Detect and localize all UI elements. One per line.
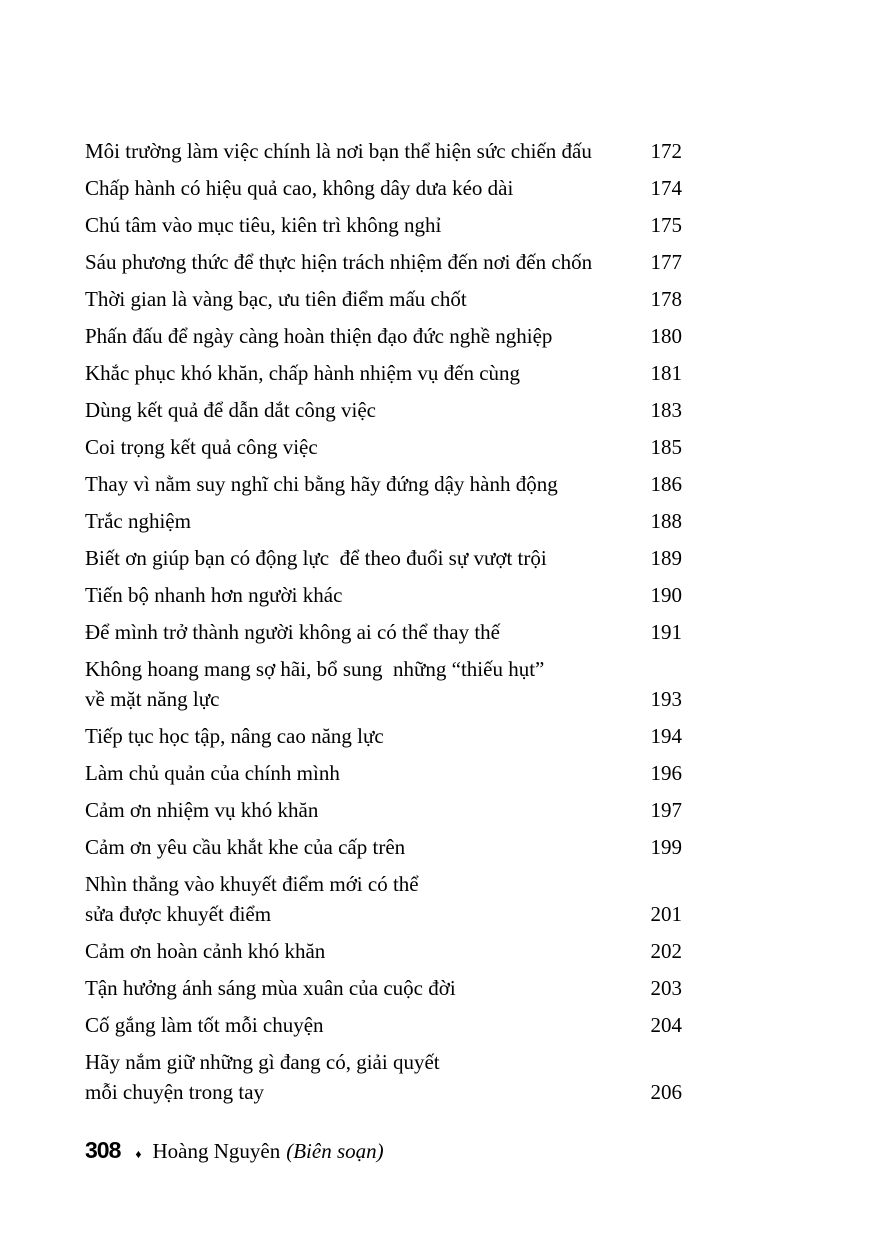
- toc-entry-title: [85, 136, 592, 166]
- toc-entry-title: [85, 358, 520, 388]
- toc-title-line: Tiến bộ nhanh hơn người khác: [85, 583, 343, 607]
- toc-entry-page: 180: [650, 324, 682, 348]
- toc-title-line: Làm chủ quản của chính mình: [85, 761, 340, 785]
- toc-title-line: Coi trọng kết quả công việc: [85, 435, 318, 459]
- toc-entry-page: 177: [650, 250, 682, 274]
- toc-entry-title: [85, 580, 342, 610]
- toc-entry-title: [85, 654, 544, 714]
- toc-title-line: Cảm ơn hoàn cảnh khó khăn: [85, 939, 326, 963]
- footer-author-role: (Biên soạn): [286, 1139, 384, 1163]
- toc-entry: [85, 832, 682, 862]
- toc-entry: [85, 506, 682, 536]
- toc-title-line: Nhìn thẳng vào khuyết điểm mới có thể: [85, 872, 419, 896]
- toc-entry-title: [85, 469, 558, 499]
- toc-title-line: về mặt năng lực: [85, 687, 220, 711]
- footer-author-name: Hoàng Nguyên: [152, 1139, 281, 1163]
- toc-entry-title: [85, 321, 552, 351]
- toc-entry-title: [85, 1010, 324, 1040]
- toc-entry-page: 175: [650, 213, 682, 237]
- toc-entry: [85, 284, 682, 314]
- toc-entry-title: [85, 506, 191, 536]
- toc-entry-title: [85, 721, 384, 751]
- footer-page-number: 308: [85, 1137, 121, 1163]
- toc-entry-title: [85, 247, 592, 277]
- toc-entry-page: 181: [650, 361, 682, 385]
- toc-entry: [85, 432, 682, 462]
- toc-entry: [85, 173, 682, 203]
- toc-entry-title: [85, 1047, 440, 1107]
- toc-entry-title: [85, 936, 325, 966]
- toc-entry-page: 196: [650, 761, 682, 785]
- toc-title-line: Cố gắng làm tốt mỗi chuyện: [85, 1013, 324, 1037]
- toc-entry: [85, 358, 682, 388]
- toc-entry: [85, 721, 682, 751]
- toc-entry-page: 186: [650, 472, 682, 496]
- toc-entry: [85, 758, 682, 788]
- toc-entry: [85, 580, 682, 610]
- toc-entry-page: 194: [650, 724, 682, 748]
- toc-entry: [85, 1047, 682, 1107]
- toc-entry-title: [85, 395, 376, 425]
- toc-title-line: Để mình trở thành người không ai có thể thay thế: [85, 620, 501, 644]
- toc-entry-title: [85, 617, 500, 647]
- toc-entry: [85, 247, 682, 277]
- toc-entry-page: 190: [650, 583, 682, 607]
- toc-entry-page: 189: [650, 546, 682, 570]
- toc-entry-page: 197: [650, 798, 682, 822]
- toc-title-line: Chấp hành có hiệu quả cao, không dây dưa kéo dài: [85, 176, 514, 200]
- toc-entry-page: 201: [650, 902, 682, 926]
- toc-list: [85, 136, 682, 1107]
- toc-entry: [85, 617, 682, 647]
- toc-title-line: mỗi chuyện trong tay: [85, 1080, 265, 1104]
- diamond-icon: ♦: [135, 1147, 142, 1161]
- toc-title-line: Chú tâm vào mục tiêu, kiên trì không nghỉ: [85, 213, 442, 237]
- toc-entry-page: 172: [650, 139, 682, 163]
- toc-entry-page: 183: [650, 398, 682, 422]
- toc-entry: [85, 321, 682, 351]
- toc-title-line: sửa được khuyết điểm: [85, 902, 272, 926]
- toc-entry: [85, 136, 682, 166]
- toc-title-line: Cảm ơn yêu cầu khắt khe của cấp trên: [85, 835, 406, 859]
- toc-entry-page: 203: [650, 976, 682, 1000]
- toc-entry: [85, 210, 682, 240]
- toc-entry-page: 191: [650, 620, 682, 644]
- toc-entry-title: [85, 758, 340, 788]
- toc-entry-page: 188: [650, 509, 682, 533]
- toc-entry-page: 202: [650, 939, 682, 963]
- toc-entry-page: 206: [650, 1080, 682, 1104]
- toc-entry: [85, 543, 682, 573]
- toc-title-line: Cảm ơn nhiệm vụ khó khăn: [85, 798, 319, 822]
- toc-entry-title: [85, 832, 405, 862]
- toc-entry-title: [85, 284, 467, 314]
- toc-entry: [85, 973, 682, 1003]
- toc-entry-page: 199: [650, 835, 682, 859]
- toc-entry-title: [85, 543, 547, 573]
- toc-entry: [85, 1010, 682, 1040]
- toc-entry-page: 174: [650, 176, 682, 200]
- toc-entry-title: [85, 432, 318, 462]
- toc-title-line: Sáu phương thức để thực hiện trách nhiệm đến nơi đến chốn: [85, 250, 593, 274]
- toc-entry-title: [85, 210, 441, 240]
- toc-entry-title: [85, 795, 318, 825]
- toc-title-line: Trắc nghiệm: [85, 509, 191, 533]
- toc-title-line: Thời gian là vàng bạc, ưu tiên điểm mấu chốt: [85, 287, 467, 311]
- toc-entry-title: [85, 869, 419, 929]
- toc-entry: [85, 869, 682, 929]
- toc-title-line: Dùng kết quả để dẫn dắt công việc: [85, 398, 376, 422]
- toc-entry: [85, 795, 682, 825]
- toc-title-line: Tận hưởng ánh sáng mùa xuân của cuộc đời: [85, 976, 456, 1000]
- toc-entry-page: 204: [650, 1013, 682, 1037]
- toc-entry: [85, 395, 682, 425]
- toc-entry-title: [85, 173, 513, 203]
- toc-title-line: Hãy nắm giữ những gì đang có, giải quyết: [85, 1050, 440, 1074]
- toc-title-line: Thay vì nằm suy nghĩ chi bằng hãy đứng dậy hành động: [85, 472, 558, 496]
- toc-title-line: Tiếp tục học tập, nâng cao năng lực: [85, 724, 384, 748]
- toc-entry: [85, 654, 682, 714]
- toc-entry: [85, 469, 682, 499]
- toc-title-line: Khắc phục khó khăn, chấp hành nhiệm vụ đến cùng: [85, 361, 521, 385]
- toc-entry-page: 193: [650, 687, 682, 711]
- toc-title-line: Phấn đấu để ngày càng hoàn thiện đạo đức nghề nghiệp: [85, 324, 553, 348]
- toc-title-line: Không hoang mang sợ hãi, bổ sung những “thiếu hụt”: [85, 657, 545, 681]
- toc-title-line: Biết ơn giúp bạn có động lực để theo đuổi sự vượt trội: [85, 546, 547, 570]
- toc-title-line: Môi trường làm việc chính là nơi bạn thể hiện sức chiến đấu: [85, 139, 592, 163]
- toc-entry: [85, 936, 682, 966]
- toc-entry-page: 185: [650, 435, 682, 459]
- page-footer: [85, 1137, 682, 1167]
- toc-entry-title: [85, 973, 456, 1003]
- toc-entry-page: 178: [650, 287, 682, 311]
